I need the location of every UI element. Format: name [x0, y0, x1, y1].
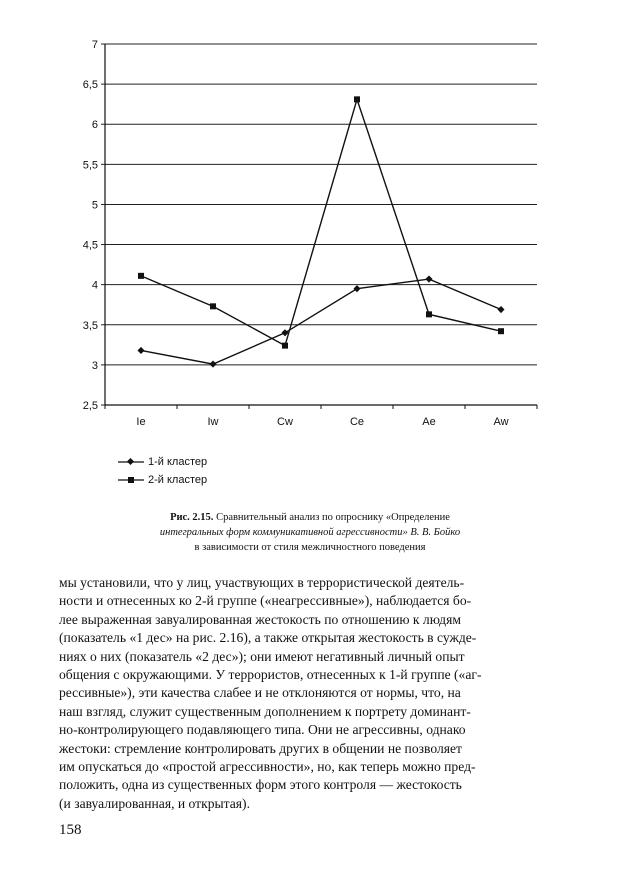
body-line: рессивные»), эти качества слабее и не отклоняются от нормы, что, на: [59, 685, 461, 701]
legend-item-series-1: [118, 456, 207, 468]
x-tick-label: Ie: [136, 416, 146, 428]
body-line: наш взгляд, служит существенным дополнением к портрету доминант-: [59, 703, 471, 719]
y-tick-label: 3,5: [82, 319, 98, 332]
body-line: ниях о них (показатель «2 дес»); они имеют негативный личный опыт: [59, 648, 465, 664]
x-tick-label: Aw: [493, 416, 509, 428]
data-point-diamond: [137, 347, 144, 354]
data-point-diamond: [497, 306, 504, 313]
data-point-square: [426, 311, 432, 317]
data-point-square: [138, 273, 144, 279]
x-tick-label: Ce: [349, 416, 365, 428]
body-line: им опускаться до «простой агрессивности», но, как теперь можно пред-: [59, 759, 476, 775]
data-point-square: [282, 343, 288, 349]
y-tick-label: 7: [91, 39, 98, 51]
caption-line-3: в зависимости от стиля межличностного поведения: [194, 542, 426, 553]
legend-label-series-1: 1-й кластер: [148, 456, 208, 468]
square-marker-icon: [118, 476, 144, 484]
caption-label: Рис. 2.15.: [170, 512, 214, 523]
y-tick-labels: [83, 39, 98, 412]
x-tick-label: Ae: [422, 416, 436, 428]
y-tick-label: 4,5: [82, 239, 98, 252]
y-tick-label: 5: [91, 199, 98, 212]
data-point-square: [498, 328, 504, 334]
caption-line-2: интегральных форм коммуникативной агрессивности» В. В. Бойко: [159, 527, 461, 538]
body-line: общения с окружающими. У террористов, отнесенных к 1-й группе («аг-: [59, 667, 482, 683]
data-point-diamond: [209, 361, 216, 368]
body-line: (и завуалированная, и открытая).: [59, 795, 250, 811]
legend-label-series-2: 2-й кластер: [148, 474, 208, 486]
y-tick-label: 4: [91, 279, 98, 292]
y-tick-label: 2,5: [82, 400, 98, 412]
body-text: [59, 574, 539, 813]
body-line: жестоки: стремление контролировать других в общении не позволяет: [59, 740, 462, 756]
body-line: мы установили, что у лиц, участвующих в террористической деятель-: [59, 575, 465, 590]
y-tick-label: 6: [91, 119, 98, 132]
legend-item-series-2: [118, 474, 207, 486]
x-tick-label: Cw: [277, 416, 293, 428]
axes: [101, 44, 537, 409]
y-tick-label: 6,5: [82, 79, 98, 92]
series-line-2: [141, 99, 501, 345]
gridlines: [105, 44, 537, 365]
body-line: положить, одна из существенных форм этого контроля — жестокость: [59, 777, 462, 793]
body-line: (показатель «1 дес» на рис. 2.16), а также открытая жестокость в сужде-: [59, 630, 477, 646]
diamond-marker-icon: [118, 458, 144, 466]
data-point-square: [354, 96, 360, 102]
data-point-diamond: [353, 285, 360, 292]
series-lines: [137, 96, 504, 367]
y-tick-label: 5,5: [82, 159, 98, 172]
y-tick-label: 3: [91, 359, 98, 372]
body-line: лее выраженная завуалированная жестокость по отношению к людям: [59, 611, 461, 627]
page-number: 158: [59, 822, 82, 838]
x-tick-label: Iw: [207, 416, 219, 428]
data-point-square: [210, 303, 216, 309]
data-point-diamond: [425, 276, 432, 283]
series-line-1: [141, 279, 501, 364]
x-tick-labels: [136, 416, 508, 428]
body-line: но-контролирующего подавляющего типа. Они не агрессивны, однако: [59, 722, 466, 738]
figure-caption: [100, 510, 520, 555]
caption-line-1: Сравнительный анализ по опроснику «Определение: [216, 512, 450, 523]
body-line: ности и отнесенных ко 2-й группе («неагрессивные»), наблюдается бо-: [59, 593, 472, 609]
